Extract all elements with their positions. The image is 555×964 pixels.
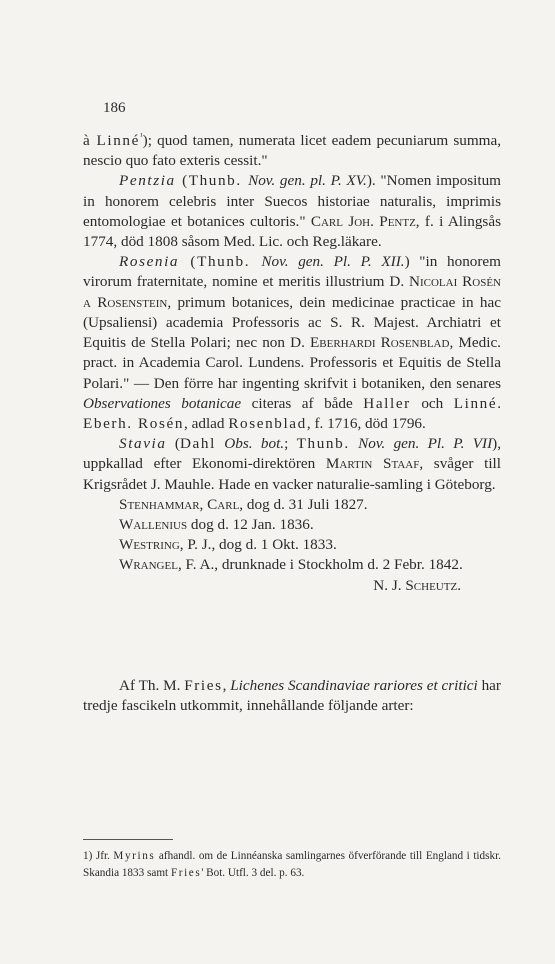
signature: N. J. Scheutz. xyxy=(373,576,461,594)
page-number: 186 xyxy=(103,100,126,116)
paragraph-stavia: Stavia (Dahl Obs. bot.; Thunb. Nov. gen. Pl. P. VII), uppkallad efter Ekonomi-direktören Martin Staaf, svåger till Krigsrådet J. Mauhle. Hade en vacker naturalie-samling i Göteborg. xyxy=(83,435,502,493)
entry-westring: Westring, P. J., dog d. 1 Okt. 1833. xyxy=(119,536,337,554)
paragraph-pentzia: Pentzia (Thunb. Nov. gen. pl. P. XV.). "Nomen impositum in honorem celebris inter Suecos historiae naturalis, imprimis entomologiae et botanices cultoris." Carl Joh. Pentz, f. i Alingsås 1774, död 1808 såsom Med. Lic. och Reg.läkare. xyxy=(83,172,501,251)
text-body xyxy=(83,126,501,716)
paragraph-linne: à Linné$^{^1}$); quod tamen, numerata licet eadem pecuniarum summa, nescio quo fato exteris cessit." xyxy=(83,131,502,170)
paragraph-fries: Af Th. M. Fries, Lichenes Scandinaviae rariores et critici har tredje fascikeln utkommit, innehållande följande arter: xyxy=(83,676,501,714)
paragraph-rosenia: Rosenia (Thunb. Nov. gen. Pl. P. XII.) "in honorem virorum fraternitate, nomine et meritis illustrium D. Nicolai Rosén a Rosenstein, primum botanices, dein medicinae practicae in hac (Upsaliensi) academia Professoris ac S. R. Majest. Archiatri et Equitis de Stella Polari; nec non D. Eberhardi Rosenblad, Medic. pract. in Academia Carol. Lundens. Professoris et Equitis de Stella Polari." — Den förre har ingenting skrifvit i botaniken, den senares Observationes botanicae citeras af både Haller och Linné. Eberh. Rosén, adlad Rosenblad, f. 1716, död 1796. xyxy=(83,253,501,432)
entry-stenhammar: Stenhammar, Carl, dog d. 31 Juli 1827. xyxy=(119,495,368,513)
footnote-rule xyxy=(83,839,173,840)
footnote: 1) Jfr. Myrins afhandl. om de Linnéanska samlingarnes öfverförande till England i tidskr. Skandia 1833 samt Fries' Bot. Utfl. 3 del. p. 63. xyxy=(83,850,501,879)
entry-wallenius: Wallenius dog d. 12 Jan. 1836. xyxy=(119,515,314,533)
entry-wrangel: Wrangel, F. A., drunknade i Stockholm d. 2 Febr. 1842. xyxy=(119,556,463,574)
